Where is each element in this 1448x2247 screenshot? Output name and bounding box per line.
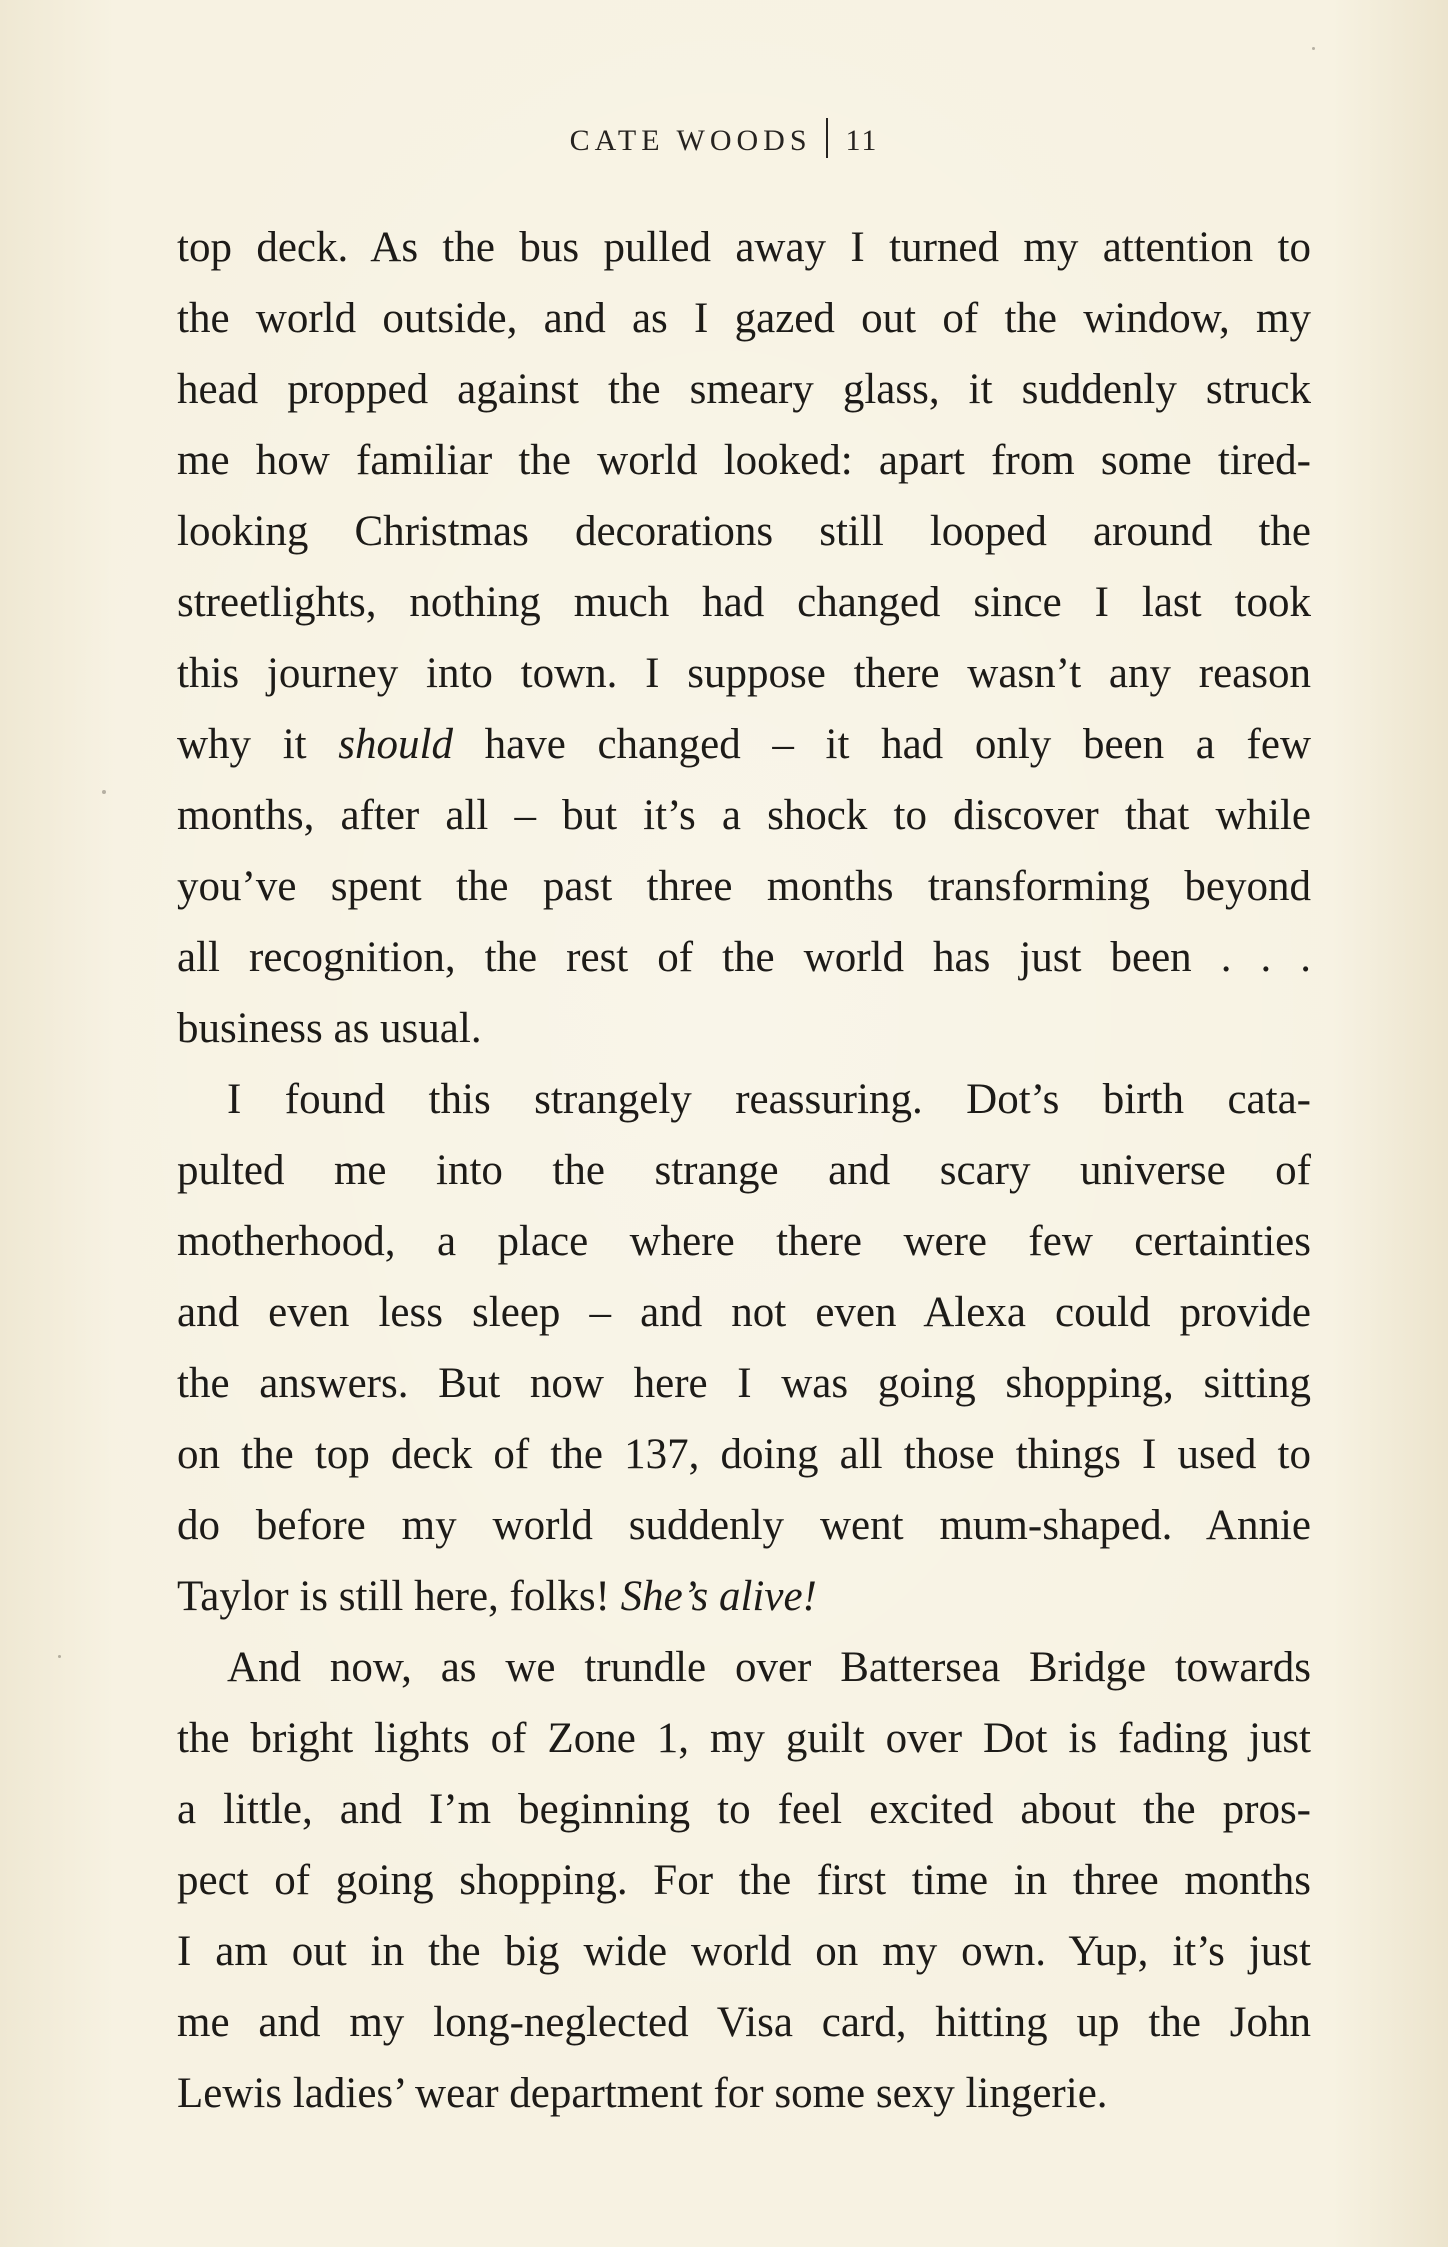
italic-emphasis: She’s alive! <box>620 1573 817 1620</box>
text-line: the bright lights of Zone 1, my guilt over Dot is fading just <box>177 1715 1311 1762</box>
text-line: Lewis ladies’ wear department for some sexy lingerie. <box>177 2070 1108 2117</box>
text-line: on the top deck of the 137, doing all those things I used to <box>177 1431 1311 1478</box>
text-line: head propped against the smeary glass, it suddenly struck <box>177 366 1311 413</box>
text-line: the answers. But now here I was going shopping, sitting <box>177 1360 1311 1407</box>
text-line-with-italic: why it should have changed – it had only been a few <box>177 721 1311 768</box>
text-line: motherhood, a place where there were few certainties <box>177 1218 1311 1265</box>
text-line: streetlights, nothing much had changed since I last took <box>177 579 1311 626</box>
italic-emphasis: should <box>338 721 453 768</box>
text-line: a little, and I’m beginning to feel excited about the pros- <box>177 1786 1311 1833</box>
body-text <box>177 212 1311 2129</box>
paragraph-first-line: And now, as we trundle over Battersea Bridge towards <box>227 1644 1311 1691</box>
text-line: top deck. As the bus pulled away I turned my attention to <box>177 224 1311 271</box>
running-head <box>0 118 1448 158</box>
paper-speck <box>102 790 106 794</box>
text-line: looking Christmas decorations still looped around the <box>177 508 1311 555</box>
text-line: you’ve spent the past three months transforming beyond <box>177 863 1311 910</box>
text-line: business as usual. <box>177 1005 482 1052</box>
page-number: 11 <box>845 124 879 157</box>
text-line: do before my world suddenly went mum-shaped. Annie <box>177 1502 1311 1549</box>
paragraph-first-line: I found this strangely reassuring. Dot’s birth cata- <box>227 1076 1311 1123</box>
header-divider <box>826 118 828 158</box>
text-line: this journey into town. I suppose there wasn’t any reason <box>177 650 1311 697</box>
text-line: and even less sleep – and not even Alexa could provide <box>177 1289 1311 1336</box>
text-line: I am out in the big wide world on my own. Yup, it’s just <box>177 1928 1311 1975</box>
text-line: me how familiar the world looked: apart from some tired- <box>177 437 1311 484</box>
text-line: the world outside, and as I gazed out of the window, my <box>177 295 1311 342</box>
text-line-with-italic: Taylor is still here, folks! She’s alive! <box>177 1573 817 1620</box>
text-line: pulted me into the strange and scary universe of <box>177 1147 1311 1194</box>
paper-speck <box>58 1655 61 1658</box>
author-name: CATE WOODS <box>569 124 812 157</box>
text-line: all recognition, the rest of the world has just been . . . <box>177 934 1311 981</box>
text-line: pect of going shopping. For the first time in three months <box>177 1857 1311 1904</box>
paper-speck <box>1312 47 1315 50</box>
text-line: me and my long-neglected Visa card, hitting up the John <box>177 1999 1311 2046</box>
text-line: months, after all – but it’s a shock to discover that while <box>177 792 1311 839</box>
